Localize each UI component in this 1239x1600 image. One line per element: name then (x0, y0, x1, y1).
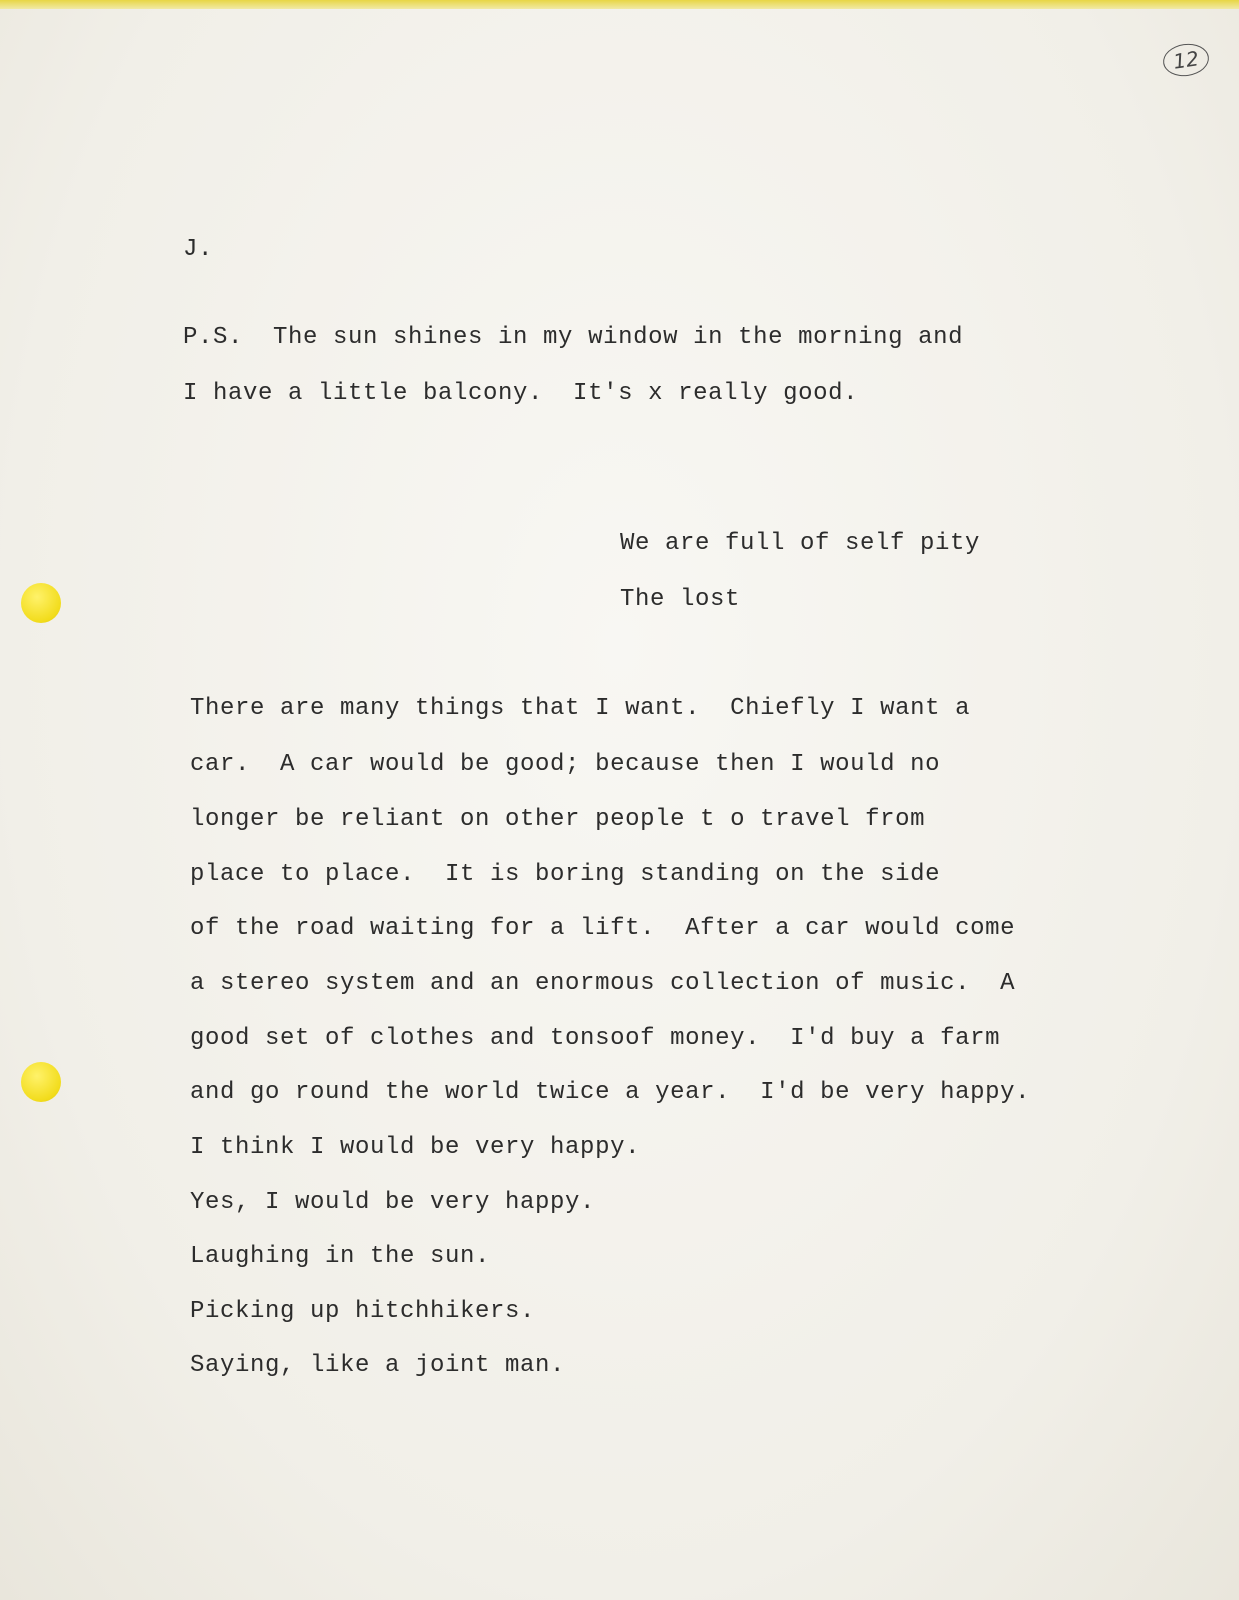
body-line: longer be reliant on other people t o travel from (190, 806, 926, 833)
signature: J. (183, 236, 214, 263)
body-line: good set of clothes and tonsoof money. I'd buy a farm (190, 1025, 1001, 1052)
punch-hole-upper (21, 583, 61, 623)
epigraph-line: The lost (620, 586, 741, 613)
postscript-line: P.S. The sun shines in my window in the morning and (183, 324, 964, 351)
page-number: 12 (1161, 41, 1211, 79)
body-line: car. A car would be good; because then I would no (190, 751, 941, 778)
body-line: There are many things that I want. Chiefly I want a (190, 695, 971, 722)
epigraph-line: We are full of self pity (620, 530, 981, 557)
body-line: of the road waiting for a lift. After a car would come (190, 915, 1016, 942)
body-line: Laughing in the sun. (190, 1243, 491, 1270)
body-line: Picking up hitchhikers. (190, 1298, 536, 1325)
body-line: a stereo system and an enormous collection of music. A (190, 970, 1016, 997)
punch-hole-lower (21, 1062, 61, 1102)
body-line: Yes, I would be very happy. (190, 1189, 596, 1216)
postscript-line: I have a little balcony. It's x really good. (183, 380, 859, 407)
body-line: Saying, like a joint man. (190, 1352, 566, 1379)
body-line: I think I would be very happy. (190, 1134, 641, 1161)
binder-edge (0, 0, 1239, 9)
body-line: and go round the world twice a year. I'd be very happy. (190, 1079, 1031, 1106)
body-line: place to place. It is boring standing on the side (190, 861, 941, 888)
